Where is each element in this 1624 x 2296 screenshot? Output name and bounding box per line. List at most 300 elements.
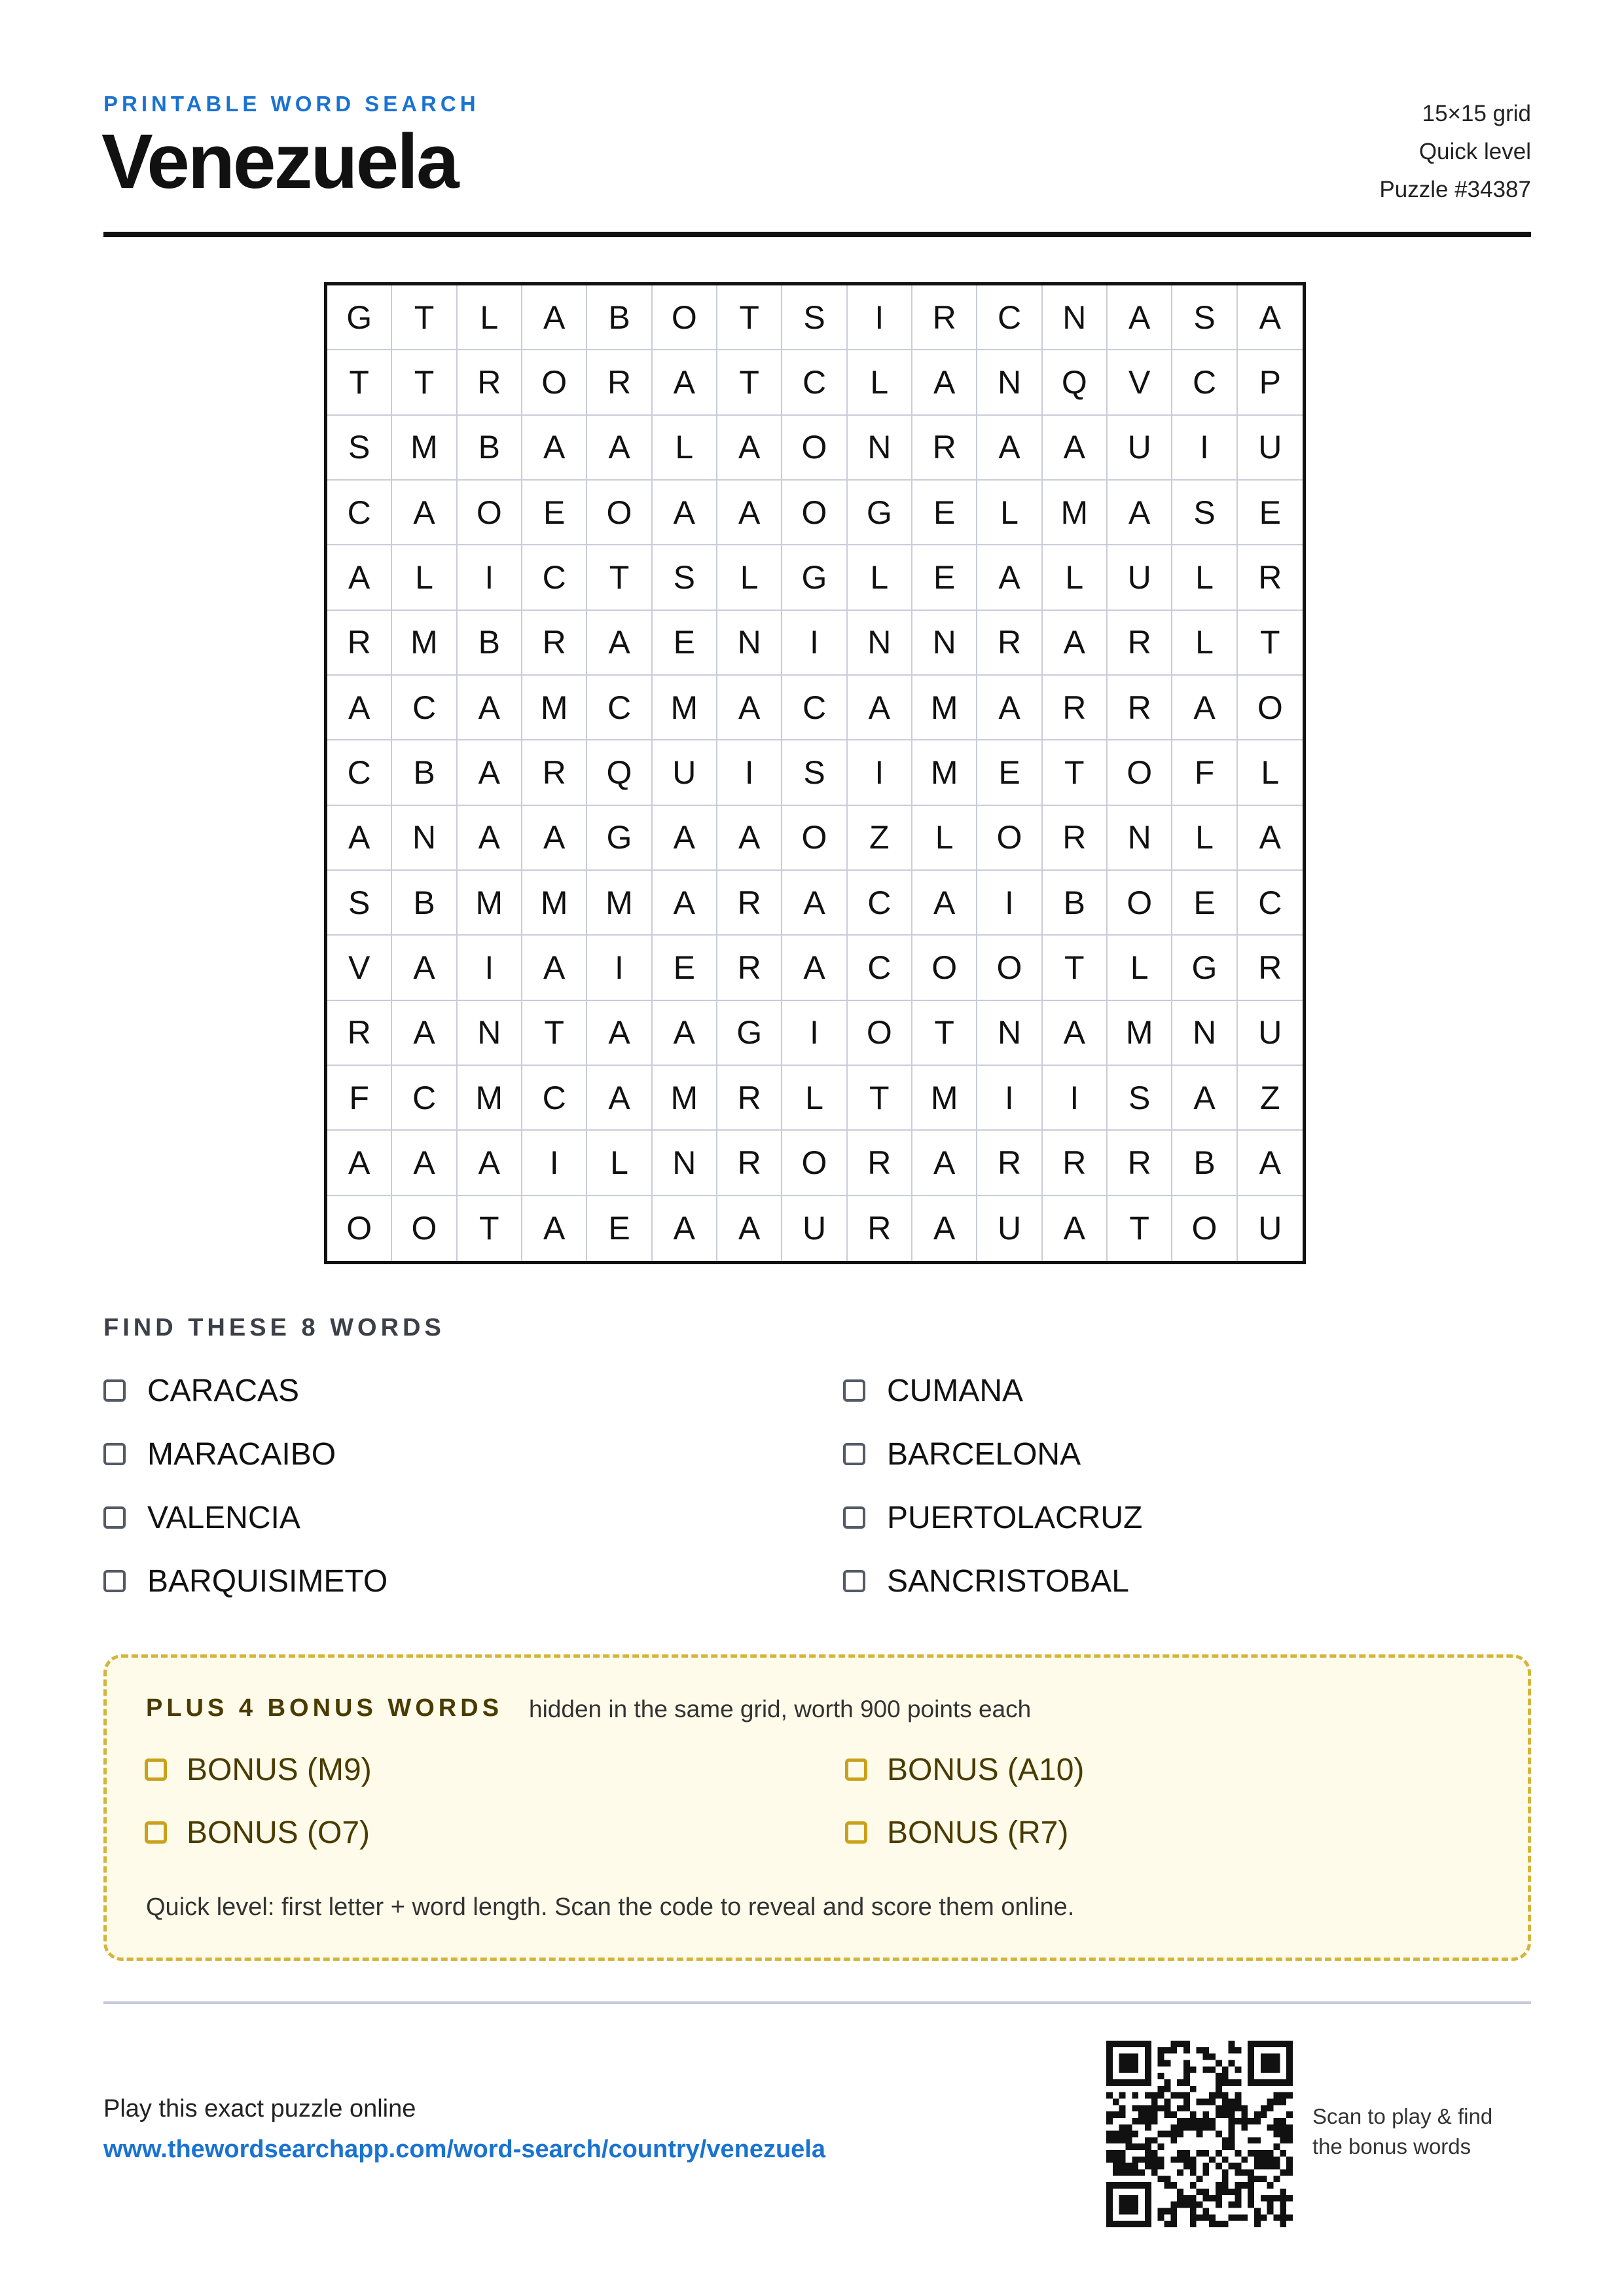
- checkbox-icon[interactable]: [843, 1506, 865, 1529]
- qr-code-icon[interactable]: [1106, 2041, 1293, 2227]
- grid-cell[interactable]: N: [977, 350, 1042, 415]
- grid-cell[interactable]: A: [653, 1001, 717, 1066]
- grid-cell[interactable]: I: [458, 936, 522, 1000]
- grid-cell[interactable]: A: [1043, 416, 1108, 481]
- grid-cell[interactable]: A: [392, 936, 457, 1000]
- grid-cell[interactable]: A: [392, 481, 457, 545]
- grid-cell[interactable]: I: [782, 611, 847, 676]
- checkbox-icon[interactable]: [845, 1821, 867, 1844]
- grid-cell[interactable]: R: [1238, 936, 1303, 1000]
- grid-cell[interactable]: A: [392, 1001, 457, 1066]
- bonus-word-item[interactable]: [845, 1810, 1303, 1855]
- grid-cell[interactable]: M: [458, 871, 522, 936]
- grid-cell[interactable]: A: [1238, 1131, 1303, 1195]
- grid-cell[interactable]: S: [782, 285, 847, 350]
- grid-cell[interactable]: S: [1172, 285, 1237, 350]
- grid-cell[interactable]: O: [653, 285, 717, 350]
- letter-grid[interactable]: [324, 282, 1306, 1264]
- grid-cell[interactable]: A: [458, 740, 522, 805]
- grid-cell[interactable]: M: [912, 1066, 977, 1131]
- grid-cell[interactable]: I: [1043, 1066, 1108, 1131]
- grid-cell[interactable]: A: [327, 806, 392, 871]
- grid-cell[interactable]: T: [717, 350, 782, 415]
- grid-cell[interactable]: M: [1108, 1001, 1172, 1066]
- grid-cell[interactable]: T: [522, 1001, 587, 1066]
- qr-module: [1132, 2170, 1138, 2176]
- grid-cell[interactable]: A: [1043, 1001, 1108, 1066]
- grid-cell[interactable]: C: [522, 545, 587, 610]
- grid-cell[interactable]: R: [717, 1131, 782, 1195]
- grid-cell[interactable]: B: [392, 871, 457, 936]
- qr-module: [1113, 2163, 1119, 2170]
- qr-module: [1119, 2208, 1126, 2215]
- grid-cell[interactable]: O: [782, 481, 847, 545]
- qr-module: [1132, 2143, 1138, 2150]
- grid-cell[interactable]: A: [653, 871, 717, 936]
- qr-module: [1197, 2118, 1203, 2124]
- grid-cell[interactable]: T: [912, 1001, 977, 1066]
- grid-cell[interactable]: C: [977, 285, 1042, 350]
- qr-module: [1125, 2054, 1132, 2060]
- grid-cell[interactable]: N: [458, 1001, 522, 1066]
- grid-cell[interactable]: A: [653, 481, 717, 545]
- grid-cell[interactable]: O: [1108, 871, 1172, 936]
- grid-cell[interactable]: L: [1108, 936, 1172, 1000]
- grid-cell[interactable]: O: [1108, 740, 1172, 805]
- grid-cell[interactable]: U: [1238, 1001, 1303, 1066]
- grid-cell[interactable]: O: [782, 1131, 847, 1195]
- grid-cell[interactable]: I: [848, 740, 912, 805]
- grid-cell[interactable]: A: [782, 871, 847, 936]
- grid-cell[interactable]: B: [458, 611, 522, 676]
- grid-cell[interactable]: R: [717, 936, 782, 1000]
- grid-cell[interactable]: R: [327, 611, 392, 676]
- word-item[interactable]: [843, 1559, 1531, 1603]
- grid-cell[interactable]: S: [653, 545, 717, 610]
- grid-cell[interactable]: A: [717, 481, 782, 545]
- grid-cell[interactable]: R: [458, 350, 522, 415]
- grid-cell[interactable]: L: [848, 545, 912, 610]
- grid-cell[interactable]: T: [327, 350, 392, 415]
- grid-cell[interactable]: A: [717, 1196, 782, 1261]
- grid-cell[interactable]: C: [1238, 871, 1303, 936]
- grid-cell[interactable]: V: [1108, 350, 1172, 415]
- qr-module: [1164, 2208, 1170, 2215]
- grid-cell[interactable]: O: [848, 1001, 912, 1066]
- grid-cell[interactable]: M: [522, 676, 587, 740]
- grid-cell[interactable]: E: [653, 936, 717, 1000]
- grid-cell[interactable]: Z: [848, 806, 912, 871]
- grid-cell[interactable]: C: [327, 481, 392, 545]
- grid-cell[interactable]: L: [848, 350, 912, 415]
- grid-cell[interactable]: L: [717, 545, 782, 610]
- grid-cell[interactable]: R: [1238, 545, 1303, 610]
- grid-cell[interactable]: O: [912, 936, 977, 1000]
- grid-cell[interactable]: R: [522, 740, 587, 805]
- qr-module: [1119, 2111, 1126, 2118]
- grid-cell[interactable]: M: [458, 1066, 522, 1131]
- grid-cell[interactable]: L: [1238, 740, 1303, 805]
- qr-module: [1235, 2163, 1242, 2170]
- grid-cell[interactable]: S: [782, 740, 847, 805]
- grid-cell[interactable]: M: [653, 1066, 717, 1131]
- grid-cell[interactable]: I: [782, 1001, 847, 1066]
- grid-cell[interactable]: R: [717, 871, 782, 936]
- grid-cell[interactable]: I: [1172, 416, 1237, 481]
- word-item[interactable]: [103, 1432, 843, 1476]
- grid-cell[interactable]: N: [1108, 806, 1172, 871]
- grid-cell[interactable]: R: [848, 1196, 912, 1261]
- qr-module: [1177, 2202, 1183, 2208]
- grid-cell[interactable]: A: [912, 871, 977, 936]
- grid-cell[interactable]: S: [1108, 1066, 1172, 1131]
- grid-cell[interactable]: I: [458, 545, 522, 610]
- checkbox-icon[interactable]: [145, 1821, 167, 1844]
- grid-cell[interactable]: R: [848, 1131, 912, 1195]
- grid-cell[interactable]: A: [848, 676, 912, 740]
- grid-cell[interactable]: A: [1108, 285, 1172, 350]
- grid-cell[interactable]: A: [1043, 1196, 1108, 1261]
- grid-cell[interactable]: G: [587, 806, 652, 871]
- grid-cell[interactable]: E: [653, 611, 717, 676]
- grid-cell[interactable]: M: [392, 611, 457, 676]
- grid-cell[interactable]: A: [327, 545, 392, 610]
- grid-cell[interactable]: T: [587, 545, 652, 610]
- grid-cell[interactable]: O: [977, 936, 1042, 1000]
- grid-cell[interactable]: A: [327, 1131, 392, 1195]
- qr-module: [1235, 2214, 1242, 2221]
- grid-cell[interactable]: A: [717, 676, 782, 740]
- grid-cell[interactable]: R: [977, 1131, 1042, 1195]
- grid-cell[interactable]: C: [848, 936, 912, 1000]
- grid-cell[interactable]: T: [392, 350, 457, 415]
- checkbox-icon[interactable]: [845, 1758, 867, 1781]
- grid-cell[interactable]: R: [1108, 676, 1172, 740]
- qr-module: [1145, 2214, 1151, 2221]
- grid-cell[interactable]: A: [653, 350, 717, 415]
- grid-cell[interactable]: R: [912, 285, 977, 350]
- grid-cell[interactable]: O: [977, 806, 1042, 871]
- grid-cell[interactable]: R: [1108, 1131, 1172, 1195]
- grid-cell[interactable]: R: [912, 416, 977, 481]
- qr-module: [1222, 2092, 1229, 2099]
- grid-cell[interactable]: A: [587, 1066, 652, 1131]
- qr-module: [1164, 2111, 1170, 2118]
- checkbox-icon[interactable]: [145, 1758, 167, 1781]
- qr-module: [1125, 2060, 1132, 2066]
- qr-module: [1151, 2150, 1158, 2157]
- grid-cell[interactable]: A: [912, 1196, 977, 1261]
- grid-cell[interactable]: I: [717, 740, 782, 805]
- grid-cell[interactable]: M: [912, 676, 977, 740]
- grid-cell[interactable]: O: [327, 1196, 392, 1261]
- grid-cell[interactable]: B: [1043, 871, 1108, 936]
- qr-module: [1106, 2066, 1113, 2073]
- grid-cell[interactable]: I: [522, 1131, 587, 1195]
- grid-cell[interactable]: R: [1043, 676, 1108, 740]
- grid-cell[interactable]: Q: [1043, 350, 1108, 415]
- qr-module: [1158, 2073, 1164, 2079]
- grid-cell[interactable]: A: [522, 1196, 587, 1261]
- grid-cell[interactable]: N: [848, 416, 912, 481]
- word-item[interactable]: [103, 1495, 843, 1540]
- word-item[interactable]: [103, 1559, 843, 1603]
- grid-cell[interactable]: N: [977, 1001, 1042, 1066]
- qr-module: [1235, 2170, 1242, 2176]
- grid-cell[interactable]: G: [782, 545, 847, 610]
- grid-cell[interactable]: R: [1043, 806, 1108, 871]
- grid-cell[interactable]: N: [653, 1131, 717, 1195]
- grid-cell[interactable]: T: [848, 1066, 912, 1131]
- grid-cell[interactable]: N: [392, 806, 457, 871]
- grid-cell[interactable]: C: [392, 1066, 457, 1131]
- grid-cell[interactable]: A: [522, 285, 587, 350]
- grid-cell[interactable]: N: [1172, 1001, 1237, 1066]
- grid-cell[interactable]: F: [1172, 740, 1237, 805]
- grid-cell[interactable]: R: [587, 350, 652, 415]
- grid-cell[interactable]: A: [1238, 806, 1303, 871]
- qr-module: [1177, 2118, 1183, 2124]
- scan-caption-line: the bonus words: [1312, 2134, 1471, 2159]
- bonus-word-item[interactable]: [845, 1747, 1303, 1792]
- grid-cell[interactable]: S: [327, 416, 392, 481]
- grid-cell[interactable]: L: [1172, 806, 1237, 871]
- puzzle-url-link[interactable]: www.thewordsearchapp.com/word-search/country/venezuela: [103, 2136, 826, 2163]
- grid-cell[interactable]: C: [782, 676, 847, 740]
- grid-cell[interactable]: L: [458, 285, 522, 350]
- grid-cell[interactable]: A: [977, 416, 1042, 481]
- grid-cell[interactable]: O: [392, 1196, 457, 1261]
- grid-cell[interactable]: A: [1238, 285, 1303, 350]
- grid-cell[interactable]: A: [717, 806, 782, 871]
- qr-module: [1235, 2079, 1242, 2086]
- grid-cell[interactable]: O: [1238, 676, 1303, 740]
- grid-cell[interactable]: M: [653, 676, 717, 740]
- grid-cell[interactable]: A: [717, 416, 782, 481]
- grid-cell[interactable]: V: [327, 936, 392, 1000]
- word-item[interactable]: [843, 1495, 1531, 1540]
- grid-cell[interactable]: Z: [1238, 1066, 1303, 1131]
- checkbox-icon[interactable]: [103, 1379, 126, 1402]
- grid-cell[interactable]: A: [1043, 611, 1108, 676]
- qr-module: [1286, 2131, 1293, 2138]
- grid-cell[interactable]: I: [977, 871, 1042, 936]
- grid-cell[interactable]: A: [912, 350, 977, 415]
- grid-cell[interactable]: A: [977, 545, 1042, 610]
- grid-cell[interactable]: O: [458, 481, 522, 545]
- grid-cell[interactable]: A: [327, 676, 392, 740]
- grid-cell[interactable]: B: [1172, 1131, 1237, 1195]
- word-item[interactable]: [843, 1368, 1531, 1413]
- word-item[interactable]: [103, 1368, 843, 1413]
- grid-cell[interactable]: A: [1108, 481, 1172, 545]
- qr-module: [1222, 2157, 1229, 2163]
- grid-cell[interactable]: T: [1043, 740, 1108, 805]
- grid-cell[interactable]: S: [1172, 481, 1237, 545]
- grid-cell[interactable]: U: [1238, 416, 1303, 481]
- checkbox-icon[interactable]: [103, 1506, 126, 1529]
- grid-cell[interactable]: E: [977, 740, 1042, 805]
- grid-cell[interactable]: L: [977, 481, 1042, 545]
- grid-cell[interactable]: G: [327, 285, 392, 350]
- qr-module: [1164, 2079, 1170, 2086]
- grid-cell[interactable]: N: [717, 611, 782, 676]
- grid-cell[interactable]: A: [782, 936, 847, 1000]
- grid-cell[interactable]: S: [327, 871, 392, 936]
- grid-cell[interactable]: L: [912, 806, 977, 871]
- grid-cell[interactable]: E: [587, 1196, 652, 1261]
- qr-module: [1113, 2079, 1119, 2086]
- grid-cell[interactable]: E: [1238, 481, 1303, 545]
- grid-cell[interactable]: A: [522, 936, 587, 1000]
- grid-cell[interactable]: A: [392, 1131, 457, 1195]
- grid-cell[interactable]: I: [587, 936, 652, 1000]
- checkbox-icon[interactable]: [843, 1570, 865, 1592]
- grid-cell[interactable]: U: [977, 1196, 1042, 1261]
- qr-module: [1267, 2105, 1274, 2111]
- checkbox-icon[interactable]: [103, 1443, 126, 1465]
- grid-cell[interactable]: N: [912, 611, 977, 676]
- bonus-word-item[interactable]: [145, 1810, 845, 1855]
- qr-module: [1248, 2060, 1254, 2066]
- grid-cell[interactable]: R: [1108, 611, 1172, 676]
- qr-module: [1106, 2060, 1113, 2066]
- grid-cell[interactable]: M: [912, 740, 977, 805]
- qr-module: [1202, 2189, 1209, 2195]
- grid-cell[interactable]: C: [392, 676, 457, 740]
- checkbox-icon[interactable]: [103, 1570, 126, 1592]
- grid-cell[interactable]: R: [717, 1066, 782, 1131]
- grid-cell[interactable]: L: [587, 1131, 652, 1195]
- grid-cell[interactable]: U: [1258, 1210, 1282, 1247]
- grid-cell[interactable]: A: [1172, 1066, 1237, 1131]
- grid-cell[interactable]: Q: [587, 740, 652, 805]
- qr-module: [1274, 2079, 1280, 2086]
- checkbox-icon[interactable]: [843, 1379, 865, 1402]
- grid-cell[interactable]: A: [522, 806, 587, 871]
- grid-cell[interactable]: A: [653, 1196, 717, 1261]
- qr-module: [1202, 2195, 1209, 2202]
- checkbox-icon[interactable]: [843, 1443, 865, 1465]
- qr-module: [1261, 2150, 1267, 2157]
- grid-cell[interactable]: E: [522, 481, 587, 545]
- grid-cell[interactable]: C: [782, 350, 847, 415]
- grid-cell[interactable]: A: [458, 1131, 522, 1195]
- qr-module: [1280, 2041, 1286, 2047]
- grid-cell[interactable]: A: [653, 806, 717, 871]
- grid-cell[interactable]: B: [392, 740, 457, 805]
- grid-cell[interactable]: R: [1043, 1131, 1108, 1195]
- grid-cell[interactable]: L: [1172, 545, 1237, 610]
- grid-cell[interactable]: T: [717, 285, 782, 350]
- grid-cell[interactable]: U: [1108, 416, 1172, 481]
- grid-cell[interactable]: T: [1108, 1196, 1172, 1261]
- grid-cell[interactable]: C: [327, 740, 392, 805]
- grid-cell[interactable]: U: [782, 1196, 847, 1261]
- grid-cell[interactable]: M: [392, 416, 457, 481]
- grid-cell[interactable]: E: [912, 481, 977, 545]
- grid-cell[interactable]: C: [848, 871, 912, 936]
- grid-cell[interactable]: A: [587, 1001, 652, 1066]
- grid-cell[interactable]: C: [1172, 350, 1237, 415]
- qr-module: [1132, 2092, 1138, 2099]
- grid-cell[interactable]: I: [977, 1066, 1042, 1131]
- grid-cell[interactable]: P: [1238, 350, 1303, 415]
- qr-module: [1286, 2054, 1293, 2060]
- grid-cell[interactable]: O: [522, 350, 587, 415]
- grid-cell[interactable]: A: [587, 611, 652, 676]
- qr-module: [1216, 2150, 1222, 2157]
- grid-cell[interactable]: R: [327, 1001, 392, 1066]
- qr-module: [1267, 2202, 1274, 2208]
- grid-cell[interactable]: M: [1043, 481, 1108, 545]
- grid-cell[interactable]: B: [458, 416, 522, 481]
- qr-module: [1132, 2060, 1138, 2066]
- grid-cell[interactable]: B: [587, 285, 652, 350]
- grid-cell[interactable]: C: [587, 676, 652, 740]
- grid-cell[interactable]: A: [458, 806, 522, 871]
- grid-cell[interactable]: M: [587, 871, 652, 936]
- qr-module: [1229, 2098, 1235, 2105]
- grid-cell[interactable]: A: [1172, 676, 1237, 740]
- grid-cell[interactable]: O: [587, 481, 652, 545]
- grid-cell[interactable]: A: [587, 416, 652, 481]
- grid-cell[interactable]: E: [1172, 871, 1237, 936]
- grid-cell[interactable]: T: [392, 285, 457, 350]
- grid-cell[interactable]: N: [1043, 285, 1108, 350]
- word-item[interactable]: [843, 1432, 1531, 1476]
- grid-cell[interactable]: N: [848, 611, 912, 676]
- grid-cell[interactable]: I: [848, 285, 912, 350]
- grid-cell[interactable]: A: [977, 676, 1042, 740]
- grid-cell[interactable]: A: [458, 676, 522, 740]
- grid-cell[interactable]: T: [458, 1196, 522, 1261]
- grid-cell[interactable]: L: [1043, 545, 1108, 610]
- grid-cell[interactable]: T: [1238, 611, 1303, 676]
- grid-cell[interactable]: U: [1108, 545, 1172, 610]
- grid-cell[interactable]: M: [522, 871, 587, 936]
- grid-cell[interactable]: E: [912, 545, 977, 610]
- grid-cell[interactable]: L: [653, 416, 717, 481]
- grid-cell[interactable]: A: [912, 1131, 977, 1195]
- grid-cell[interactable]: T: [1043, 936, 1108, 1000]
- grid-cell[interactable]: L: [1172, 611, 1237, 676]
- qr-module: [1286, 2137, 1293, 2143]
- bonus-word-item[interactable]: [145, 1747, 845, 1792]
- grid-cell[interactable]: U: [653, 740, 717, 805]
- grid-cell[interactable]: G: [717, 1001, 782, 1066]
- qr-module: [1106, 2073, 1113, 2079]
- qr-module: [1132, 2066, 1138, 2073]
- grid-cell[interactable]: L: [782, 1066, 847, 1131]
- grid-cell[interactable]: R: [977, 611, 1042, 676]
- grid-cell[interactable]: C: [522, 1066, 587, 1131]
- qr-module: [1216, 2073, 1222, 2079]
- grid-cell[interactable]: O: [1172, 1196, 1237, 1261]
- qr-module: [1132, 2054, 1138, 2060]
- grid-cell[interactable]: O: [782, 416, 847, 481]
- qr-module: [1286, 2066, 1293, 2073]
- qr-module: [1138, 2170, 1145, 2176]
- grid-cell[interactable]: G: [1172, 936, 1237, 1000]
- grid-cell[interactable]: F: [327, 1066, 392, 1131]
- grid-cell[interactable]: L: [392, 545, 457, 610]
- grid-cell[interactable]: O: [782, 806, 847, 871]
- qr-module: [1254, 2176, 1261, 2182]
- grid-cell[interactable]: A: [522, 416, 587, 481]
- grid-cell[interactable]: G: [848, 481, 912, 545]
- grid-cell[interactable]: R: [522, 611, 587, 676]
